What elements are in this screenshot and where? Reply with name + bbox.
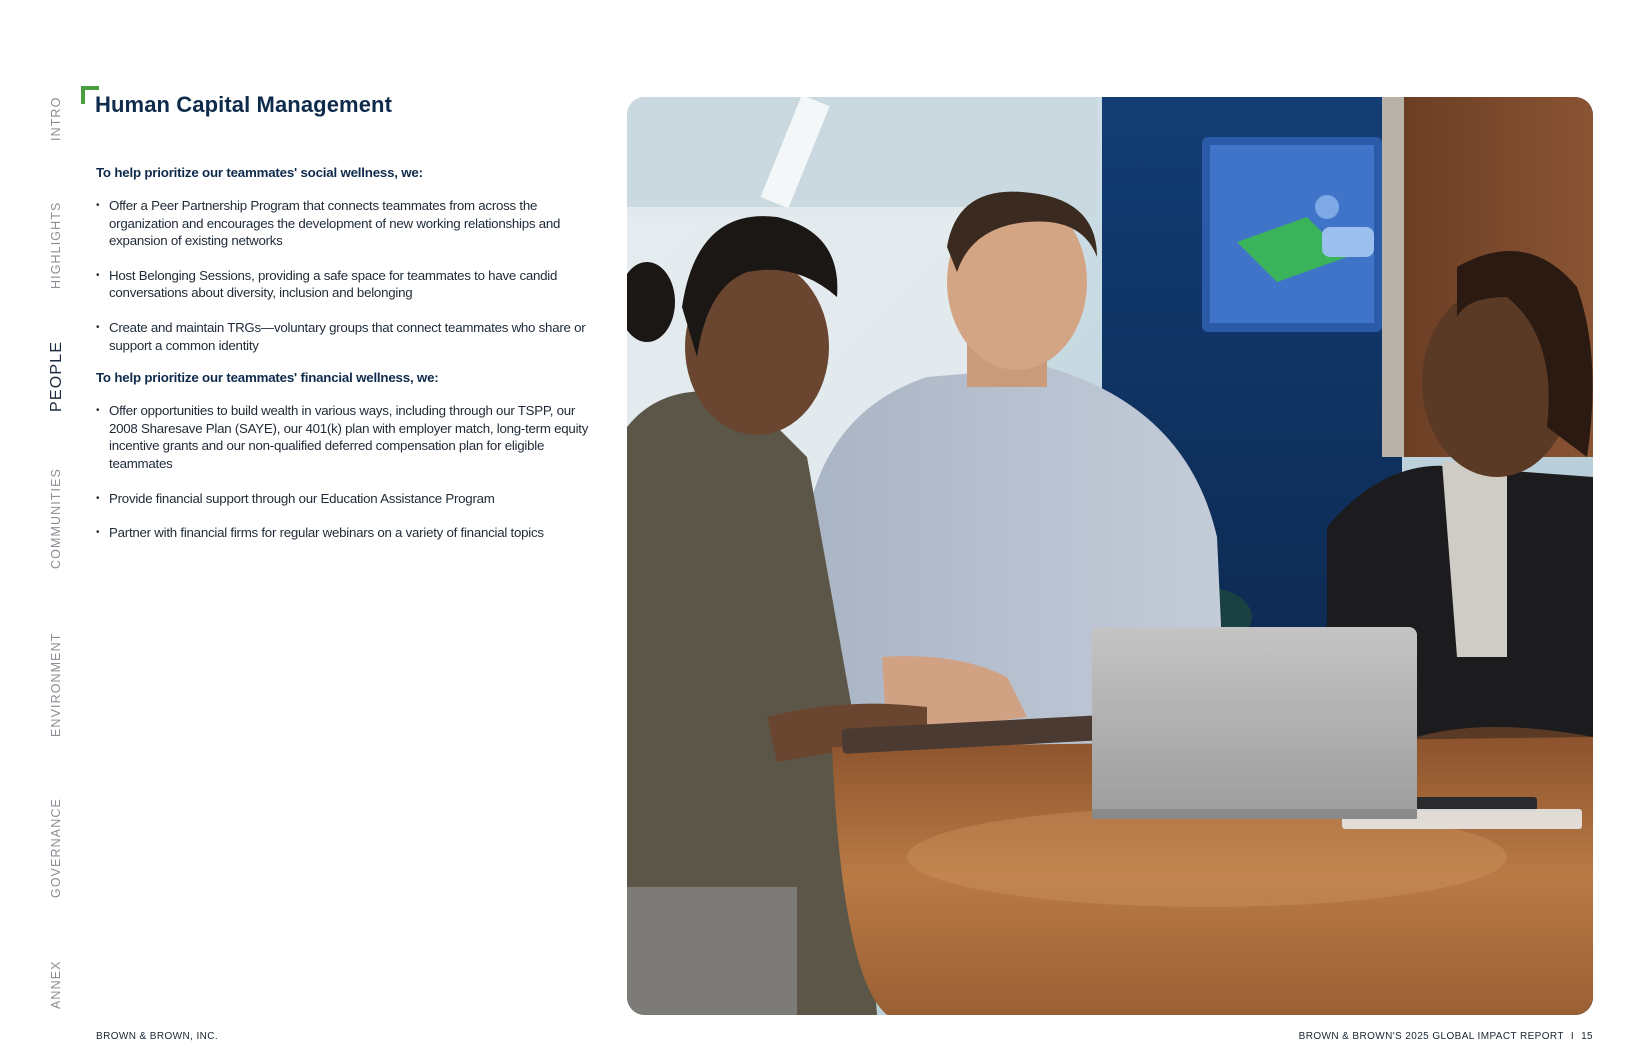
nav-item-highlights[interactable]: HIGHLIGHTS (49, 201, 63, 289)
nav-item-governance[interactable]: GOVERNANCE (49, 798, 63, 898)
nav-item-communities[interactable]: COMMUNITIES (49, 468, 63, 569)
page-title: Human Capital Management (95, 92, 393, 117)
list-item: • Offer opportunities to build wealth in various ways, including through our TSPP, our 2008 Sharesave Plan (SAYE), our 401(k) plan with employer match, long-term equity incentive grants and our non-qualified deferred compensation plan for eligible teammates (96, 402, 601, 472)
financial-wellness-list (96, 402, 601, 542)
social-wellness-list (96, 197, 601, 354)
main-content (96, 164, 601, 559)
team-meeting-photo (627, 97, 1593, 1015)
list-item: • Provide financial support through our Education Assistance Program (96, 490, 601, 508)
nav-item-intro[interactable]: INTRO (49, 96, 63, 141)
nav-item-annex[interactable]: ANNEX (49, 960, 63, 1009)
financial-wellness-heading: To help prioritize our teammates' financial wellness, we: (96, 370, 439, 386)
social-wellness-heading: To help prioritize our teammates' social wellness, we: (96, 165, 423, 180)
list-item: • Create and maintain TRGs—voluntary groups that connect teammates who share or support a common identity (96, 319, 601, 354)
footer-company: BROWN & BROWN, INC. (96, 1031, 219, 1042)
list-item: • Offer a Peer Partnership Program that connects teammates from across the organization and encourages the development of new working relationships and expansion of existing networks (96, 197, 601, 250)
footer-report (1299, 1031, 1593, 1042)
footer-report-title: BROWN & BROWN'S 2025 GLOBAL IMPACT REPORT (1298, 1031, 1564, 1042)
page-number: 15 (1581, 1031, 1593, 1042)
footer-separator: I (1570, 1031, 1575, 1042)
nav-item-environment[interactable]: ENVIRONMENT (49, 632, 63, 737)
list-item: • Partner with financial firms for regular webinars on a variety of financial topics (96, 524, 601, 542)
nav-item-people[interactable]: PEOPLE (48, 340, 65, 412)
side-nav (0, 0, 90, 1056)
list-item: • Host Belonging Sessions, providing a safe space for teammates to have candid conversations about diversity, inclusion and belonging (96, 267, 601, 302)
